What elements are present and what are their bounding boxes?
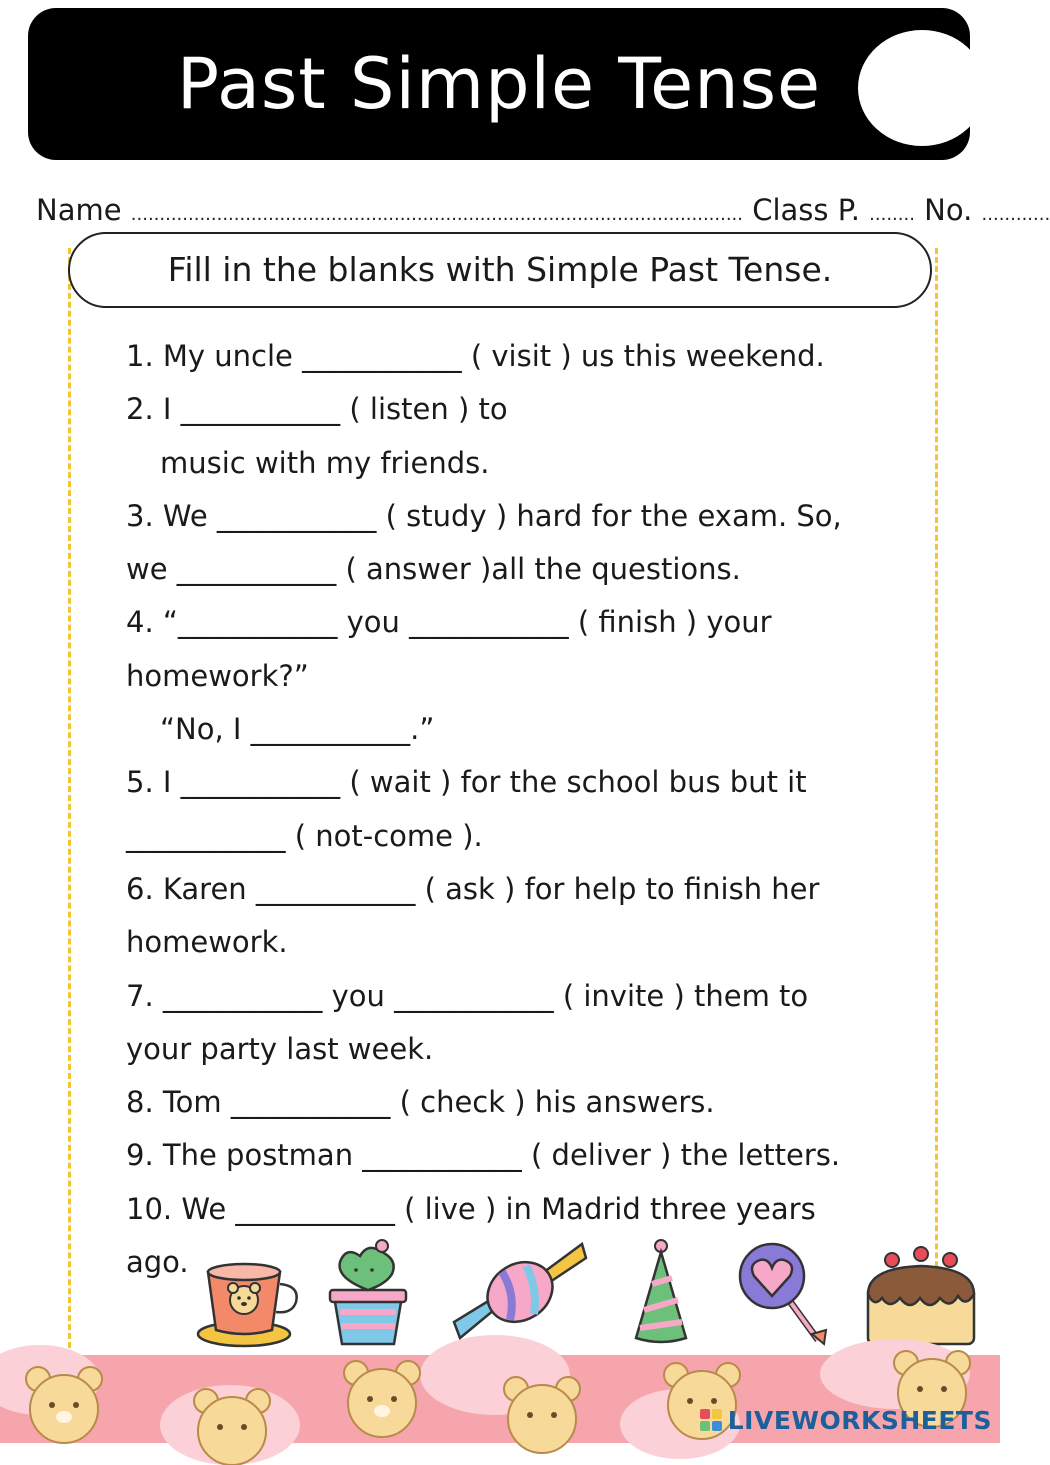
question-line: 3. We ___________ ( study ) hard for the exam. So, [126, 498, 842, 533]
student-info-line [36, 190, 1050, 235]
number-field[interactable]: ............ [981, 204, 1050, 225]
liveworksheets-brand[interactable] [700, 1403, 992, 1437]
question-line: 1. My uncle ___________ ( visit ) us this weekend. [126, 339, 825, 373]
name-label: Name [36, 193, 122, 227]
heart-lollipop-icon [734, 1238, 830, 1350]
title-banner [28, 8, 970, 160]
question-line: 9. The postman ___________ ( deliver ) the letters. [126, 1138, 841, 1173]
class-label: Class P. [752, 193, 860, 227]
score-circle [858, 30, 986, 146]
bear-face-icon [22, 1363, 106, 1443]
brand-text: LIVEWORKSHEETS [727, 1405, 992, 1435]
question-line: 10. We ___________ ( live ) in Madrid three years [126, 1191, 816, 1226]
question-line: ___________ ( not-come ). [126, 818, 483, 853]
bear-face-icon [340, 1357, 424, 1437]
question-line: 6. Karen ___________ ( ask ) for help to finish her [126, 871, 820, 906]
name-field[interactable]: ........................................................................................................... [130, 204, 744, 225]
question-line: ago. [126, 1245, 189, 1280]
question-line: homework?” [126, 658, 309, 693]
candy-icon [450, 1238, 590, 1350]
question-line: 7. ___________ you ___________ ( invite ) them to [126, 978, 809, 1013]
instruction-box: Fill in the blanks with Simple Past Tense. [68, 232, 932, 308]
question-line: 2. I ___________ ( listen ) to [126, 392, 508, 427]
question-line: 4. “___________ you ___________ ( finish ) your [126, 605, 772, 640]
footer-band [0, 1355, 1000, 1443]
page-title: Past Simple Tense [176, 43, 822, 125]
question-list [126, 330, 906, 1289]
bear-face-icon [500, 1373, 584, 1453]
teacup-bear-icon [196, 1238, 302, 1350]
question-line: homework. [126, 925, 288, 960]
question-line: 8. Tom ___________ ( check ) his answers. [126, 1085, 715, 1120]
number-label: No. [924, 193, 973, 227]
cactus-icon [326, 1238, 410, 1350]
class-field[interactable]: ........ [869, 204, 915, 225]
question-line: we ___________ ( answer )all the questions. [126, 552, 741, 587]
bear-face-icon [190, 1385, 274, 1465]
question-line: 5. I ___________ ( wait ) for the school bus but it [126, 765, 807, 800]
liveworksheets-logo-icon [700, 1409, 722, 1431]
question-line: your party last week. [126, 1031, 434, 1066]
question-line: music with my friends. [160, 445, 490, 480]
cake-icon [862, 1238, 980, 1350]
party-hat-icon [630, 1238, 692, 1350]
question-line: “No, I ___________.” [160, 712, 435, 747]
